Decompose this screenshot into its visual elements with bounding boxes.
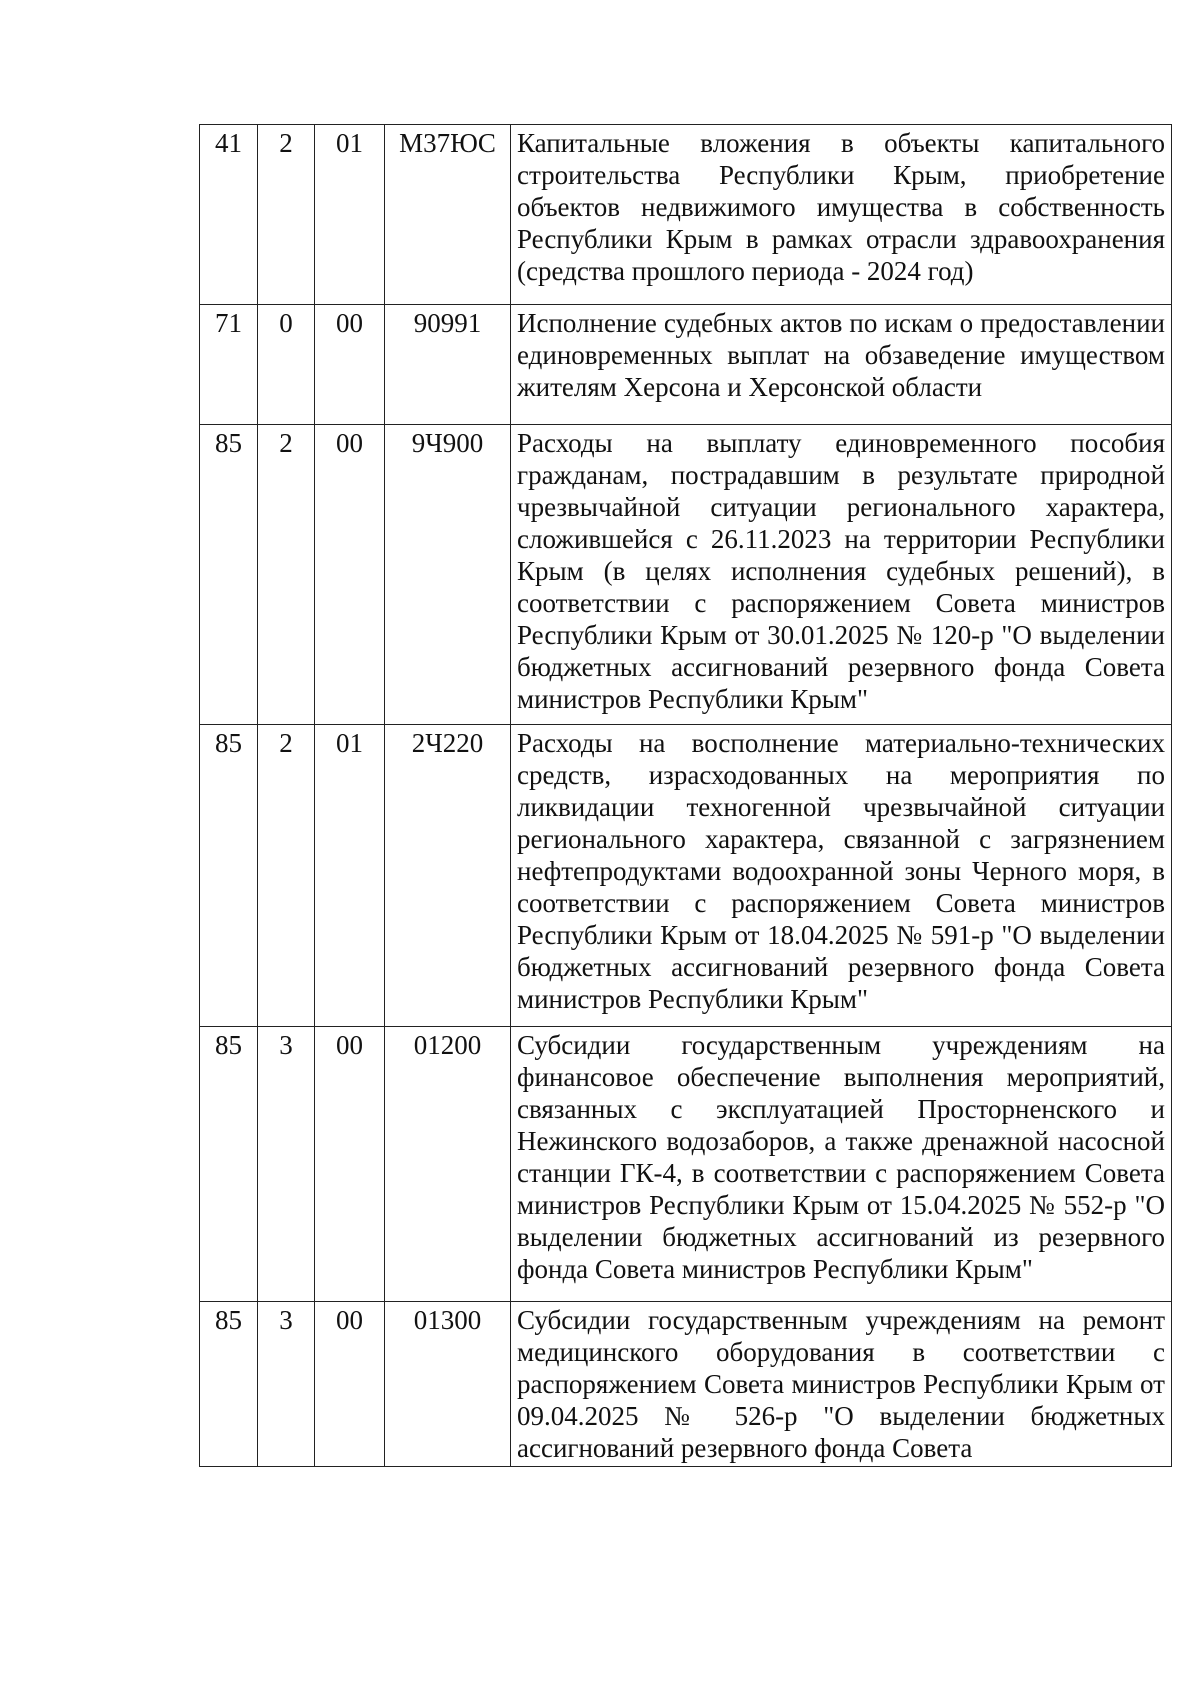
code-cell-1: 41 <box>200 125 258 305</box>
description-cell: Расходы на выплату единовременного пособия гражданам, пострадавшим в результате природной чрезвычайной ситуации регионального характера, сложившейся с 26.11.2023 на территории Республики Крым (в целях исполнения судебных решений), в соответствии с распоряжением Совета министров Республики Крым от 30.01.2025 № 120-р "О выделении бюджетных ассигнований резервного фонда Совета министров Республики Крым" <box>511 425 1172 725</box>
code-cell-3: 01 <box>315 125 385 305</box>
code-cell-1: 85 <box>200 1027 258 1302</box>
code-cell-4: 01200 <box>385 1027 511 1302</box>
table-row <box>200 1302 1172 1467</box>
description-cell: Капитальные вложения в объекты капитального строительства Республики Крым, приобретение объектов недвижимого имущества в собственность Республики Крым в рамках отрасли здравоохранения (средства прошлого периода - 2024 год) <box>511 125 1172 305</box>
code-cell-2: 0 <box>258 305 315 425</box>
code-cell-3: 00 <box>315 1302 385 1467</box>
code-cell-3: 00 <box>315 1027 385 1302</box>
code-cell-2: 2 <box>258 425 315 725</box>
code-cell-2: 3 <box>258 1027 315 1302</box>
table-row <box>200 1027 1172 1302</box>
code-cell-3: 00 <box>315 425 385 725</box>
budget-classification-table <box>199 124 1172 1467</box>
code-cell-1: 85 <box>200 425 258 725</box>
table-row <box>200 305 1172 425</box>
code-cell-4: 9Ч900 <box>385 425 511 725</box>
description-cell: Субсидии государственным учреждениям на ремонт медицинского оборудования в соответствии с распоряжением Совета министров Республики Крым от 09.04.2025 № 526-р "О выделении бюджетных ассигнований резервного фонда Совета <box>511 1302 1172 1467</box>
code-cell-4: М37ЮС <box>385 125 511 305</box>
description-cell: Исполнение судебных актов по искам о предоставлении единовременных выплат на обзаведение имуществом жителям Херсона и Херсонской области <box>511 305 1172 425</box>
code-cell-2: 2 <box>258 725 315 1027</box>
code-cell-2: 3 <box>258 1302 315 1467</box>
table-row <box>200 725 1172 1027</box>
table-row <box>200 425 1172 725</box>
code-cell-3: 01 <box>315 725 385 1027</box>
code-cell-4: 90991 <box>385 305 511 425</box>
code-cell-1: 85 <box>200 725 258 1027</box>
code-cell-1: 71 <box>200 305 258 425</box>
table-row <box>200 125 1172 305</box>
code-cell-2: 2 <box>258 125 315 305</box>
code-cell-4: 01300 <box>385 1302 511 1467</box>
description-cell: Субсидии государственным учреждениям на финансовое обеспечение выполнения мероприятий, связанных с эксплуатацией Просторненского и Нежинского водозаборов, а также дренажной насосной станции ГК-4, в соответствии с распоряжением Совета министров Республики Крым от 15.04.2025 № 552-р "О выделении бюджетных ассигнований из резервного фонда Совета министров Республики Крым" <box>511 1027 1172 1302</box>
code-cell-4: 2Ч220 <box>385 725 511 1027</box>
description-cell: Расходы на восполнение материально-технических средств, израсходованных на мероприятия по ликвидации техногенной чрезвычайной ситуации регионального характера, связанной с загрязнением нефтепродуктами водоохранной зоны Черного моря, в соответствии с распоряжением Совета министров Республики Крым от 18.04.2025 № 591-р "О выделении бюджетных ассигнований резервного фонда Совета министров Республики Крым" <box>511 725 1172 1027</box>
code-cell-1: 85 <box>200 1302 258 1467</box>
code-cell-3: 00 <box>315 305 385 425</box>
